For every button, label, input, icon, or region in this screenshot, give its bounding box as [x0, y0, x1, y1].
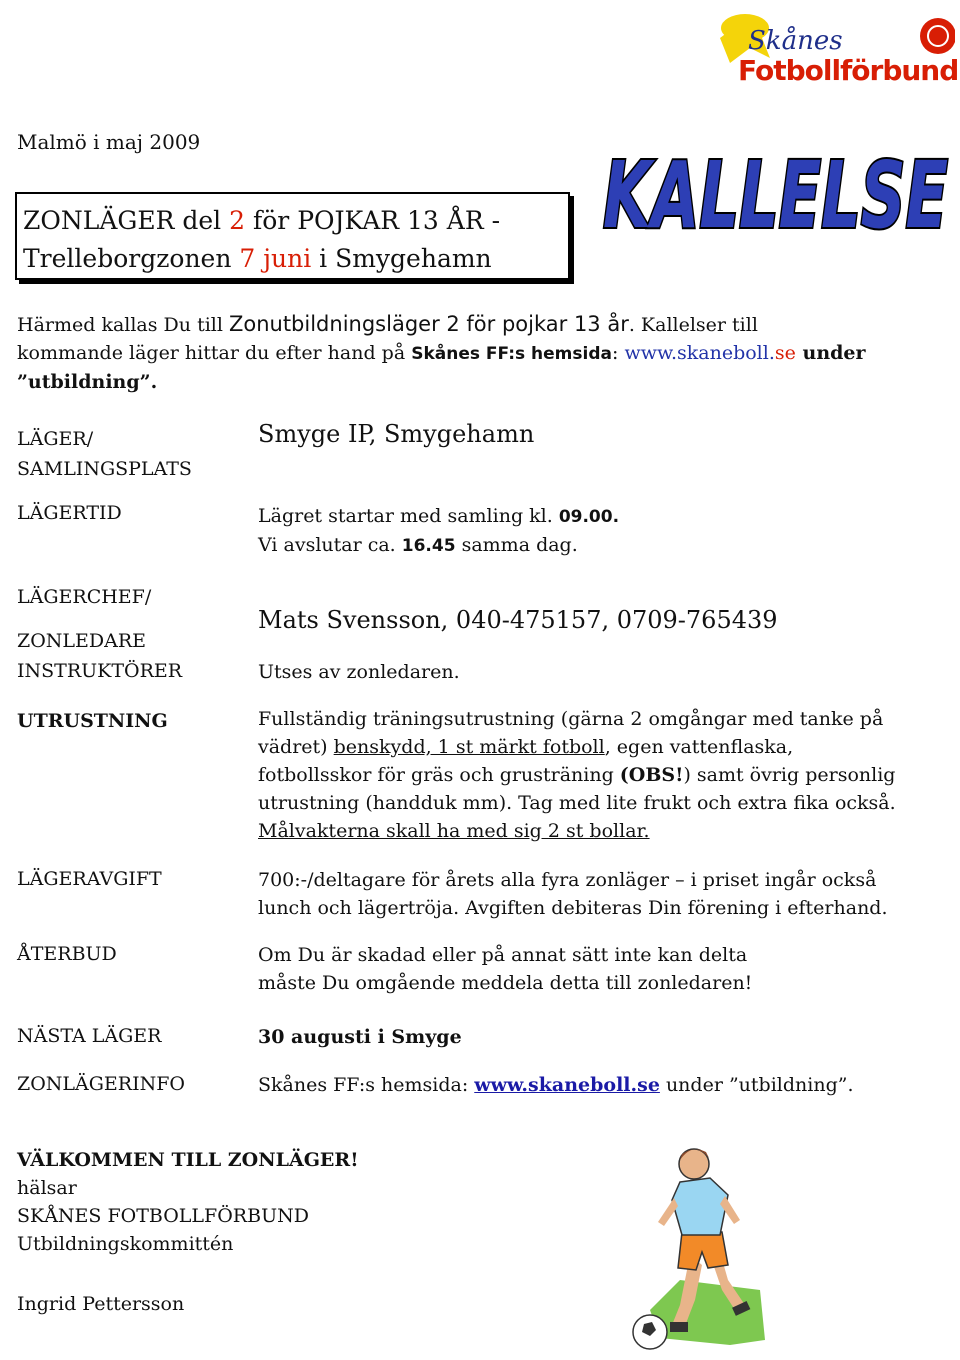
intro-line-2: [17, 339, 937, 368]
intro-text-2: . Kallelser till: [628, 314, 758, 336]
closing-committee: Utbildningskommittén: [17, 1233, 234, 1255]
intro-url-tld[interactable]: se: [774, 342, 796, 364]
label-samlingsplats: SAMLINGSPLATS: [17, 458, 192, 480]
title-box: [15, 192, 570, 280]
lageravgift-line-1: 700:-/deltagare för årets alla fyra zonläger – i priset ingår också: [258, 869, 877, 891]
utrustning-line-3-post: ) samt övrig personlig: [683, 764, 896, 786]
title-line-2-pre: Trelleborgzonen: [23, 244, 240, 273]
lageravgift-line-2: lunch och lägertröja. Avgiften debiteras Din förening i efterhand.: [258, 897, 888, 919]
football-player-clipart: [610, 1140, 770, 1355]
value-zonledare: Mats Svensson, 040-475157, 0709-765439: [258, 606, 778, 634]
label-aterbud: ÅTERBUD: [17, 943, 117, 965]
utrustning-line-2-post: , egen vattenflaska,: [604, 736, 794, 758]
utrustning-obs: (OBS!: [619, 764, 684, 786]
intro-colon: :: [611, 342, 625, 364]
utrustning-line-2-pre: vädret): [258, 736, 334, 758]
lagertid-end-time: 16.45: [401, 536, 456, 556]
utrustning-line-1: Fullständig träningsutrustning (gärna 2 omgångar med tanke på: [258, 708, 884, 730]
logo-bottom-text: Fotbollförbund: [738, 54, 959, 87]
lagertid-start-time: 09.00.: [558, 507, 620, 527]
intro-course-name: Zonutbildningsläger 2 för pojkar 13 år: [228, 312, 629, 336]
label-lager: LÄGER/: [17, 428, 94, 450]
value-instruktorer: Utses av zonledaren.: [258, 661, 460, 683]
value-nasta-lager: 30 augusti i Smyge: [258, 1026, 462, 1048]
intro-text-4: under: [795, 342, 866, 364]
label-utrustning: UTRUSTNING: [17, 710, 168, 732]
label-zonledare: ZONLEDARE: [17, 630, 147, 652]
title-line-2: [23, 240, 562, 278]
intro-url-main[interactable]: www.skaneboll.: [624, 342, 775, 364]
intro-text-1: Härmed kallas Du till: [17, 314, 229, 336]
zonlagerinfo-post: under ”utbildning”.: [659, 1074, 854, 1096]
closing-greeting: hälsar: [17, 1177, 77, 1199]
label-lagertid: LÄGERTID: [17, 502, 122, 524]
lagertid-line-1: [258, 502, 619, 531]
intro-url[interactable]: [624, 342, 795, 364]
intro-text-3: kommande läger hittar du efter hand på: [17, 342, 412, 364]
title-line-2-post: i Smygehamn: [311, 244, 492, 273]
lagertid-start-text: Lägret startar med samling kl.: [258, 505, 559, 527]
label-lagerchef-zonledare: [17, 575, 151, 663]
skanes-fotbollforbund-logo: [700, 8, 959, 88]
title-line-1-post: för POJKAR 13 ÅR -: [245, 206, 501, 235]
closing-welcome: VÄLKOMMEN TILL ZONLÄGER!: [17, 1149, 359, 1171]
value-utrustning: [258, 705, 938, 845]
value-lagertid: [258, 502, 619, 560]
utrustning-line-4: utrustning (handduk mm). Tag med lite frukt och extra fika också.: [258, 792, 896, 814]
lagertid-end-text: Vi avslutar ca.: [258, 534, 402, 556]
intro-website-name: Skånes FF:s hemsida: [411, 344, 612, 364]
lagertid-line-2: [258, 531, 619, 560]
value-samlingsplats: Smyge IP, Smygehamn: [258, 420, 535, 448]
zonlagerinfo-pre: Skånes FF:s hemsida:: [258, 1074, 475, 1096]
title-line-1-pre: ZONLÄGER del: [23, 206, 230, 235]
closing-block: [17, 1146, 359, 1258]
label-lagerchef: LÄGERCHEF/: [17, 586, 152, 608]
closing-organization: SKÅNES FOTBOLLFÖRBUND: [17, 1205, 309, 1227]
value-zonlagerinfo: [258, 1071, 853, 1099]
zonlagerinfo-url-link[interactable]: www.skaneboll.se: [474, 1074, 660, 1096]
label-nasta-lager: NÄSTA LÄGER: [17, 1025, 162, 1047]
lagertid-end-suffix: samma dag.: [455, 534, 578, 556]
title-date: 7 juni: [239, 244, 312, 273]
label-zonlagerinfo: ZONLÄGERINFO: [17, 1073, 185, 1095]
utrustning-goalkeeper-note: Målvakterna skall ha med sig 2 st bollar.: [258, 820, 650, 842]
label-instruktorer: INSTRUKTÖRER: [17, 660, 183, 682]
utrustning-line-3-pre: fotbollsskor för gräs och grusträning: [258, 764, 620, 786]
signer-name: Ingrid Pettersson: [17, 1293, 185, 1315]
intro-line-3: ”utbildning”.: [17, 371, 158, 393]
logo-top-text: Skånes: [748, 26, 843, 56]
title-line-1: [23, 202, 562, 240]
label-lager-samlingsplats: [17, 424, 192, 484]
kallelse-text: KALLELSE: [603, 142, 948, 245]
value-aterbud: [258, 941, 752, 997]
utrustning-line-3: [258, 761, 938, 789]
date-line: Malmö i maj 2009: [17, 130, 201, 154]
intro-paragraph: [17, 310, 937, 396]
value-lageravgift: [258, 866, 948, 922]
aterbud-line-2: måste Du omgående meddela detta till zonledaren!: [258, 972, 753, 994]
utrustning-required-items: benskydd, 1 st märkt fotboll: [333, 736, 605, 758]
title-part-number: 2: [229, 206, 246, 235]
utrustning-line-2: [258, 733, 938, 761]
intro-line-1: [17, 310, 937, 339]
kallelse-stamp: [595, 135, 955, 245]
aterbud-line-1: Om Du är skadad eller på annat sätt inte kan delta: [258, 944, 748, 966]
label-lageravgift: LÄGERAVGIFT: [17, 868, 162, 890]
